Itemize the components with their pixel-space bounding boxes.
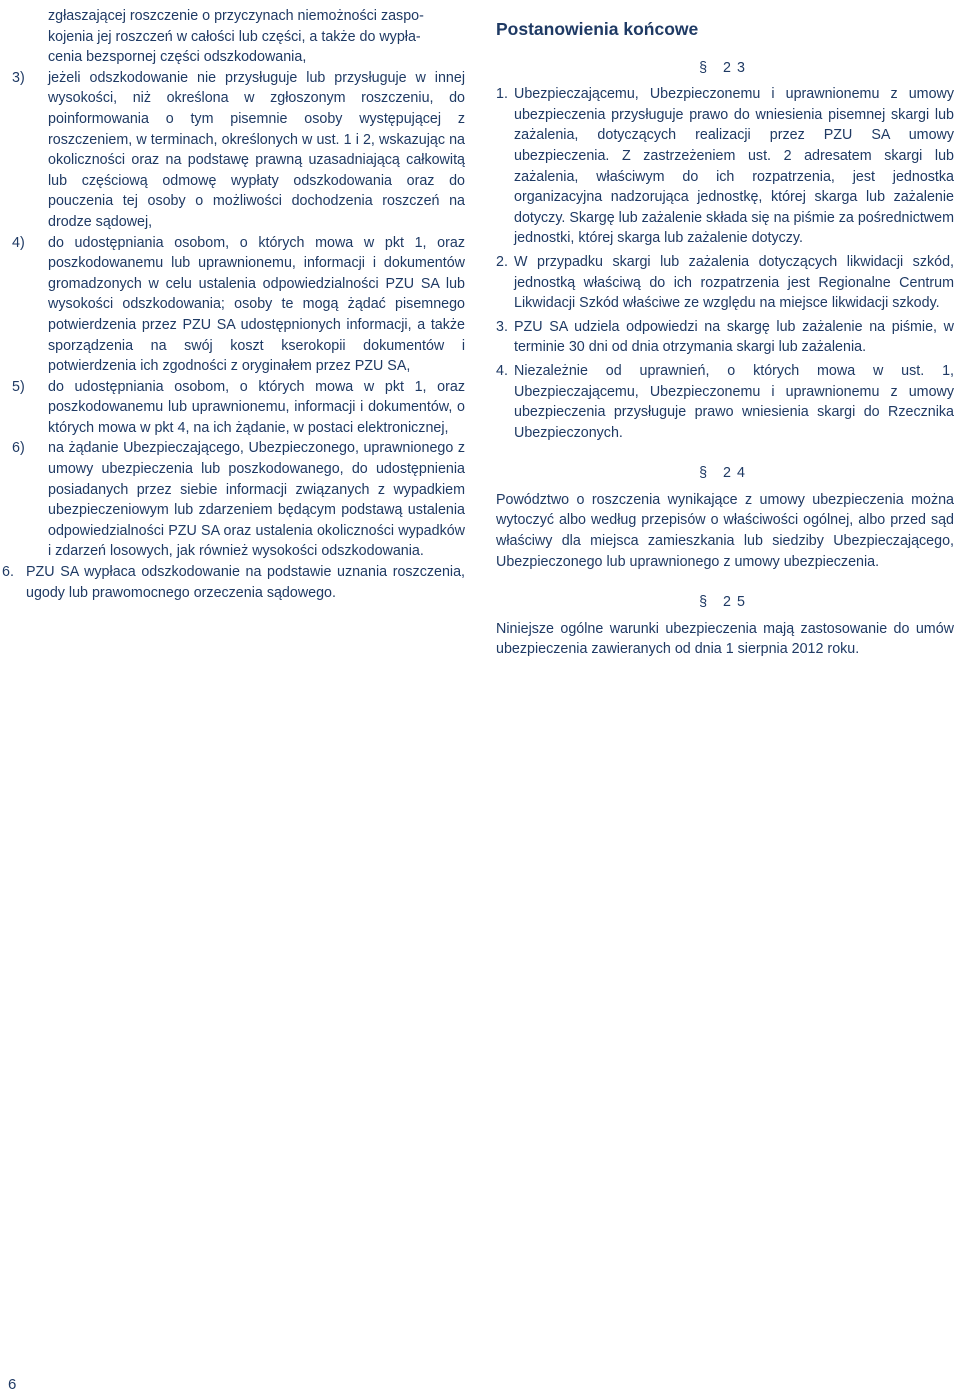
paragraph-mark-24: § 24 bbox=[699, 465, 751, 482]
clause-number: 2. bbox=[496, 253, 508, 270]
clause-number: 3. bbox=[496, 318, 508, 335]
item-number: 5) bbox=[12, 378, 25, 395]
clause-text: Ubezpieczającemu, Ubezpieczonemu i uprawnionemu z umowy ubezpieczenia przysługuje prawo do wniesienia pisemnej skargi lub zażalenia, dotyczących realizacji przez PZU SA umowy ubezpieczenia. Z zastrzeżeniem ust. 2 adresatem skargi lub zażalenia, właściwym do ich rozpatrzenia, jest jednostka organizacyjna nadzorująca jednostkę, której skarga lub zażalenie dotyczy. Skargę lub zażalenie składa się na piśmie za pośrednictwem jednostki, której skarga lub zażalenie dotyczy. bbox=[514, 86, 954, 247]
list-item-4 bbox=[12, 233, 465, 377]
clause-text: W przypadku skargi lub zażalenia dotyczących likwidacji szkód, jednostką właściwą do ich rozpatrzenia jest Regionalne Centrum Likwidacji Szkód właściwe ze względu na miejsce likwidacji szkody. bbox=[514, 253, 954, 312]
lead-line-1: zgłaszającej roszczenie o przyczynach niemożności zaspo- bbox=[48, 8, 424, 24]
clause-2 bbox=[496, 252, 954, 314]
clause-number: 4. bbox=[496, 362, 508, 379]
clause-text: PZU SA udziela odpowiedzi na skargę lub zażalenie na piśmie, w terminie 30 dni od dnia otrzymania skargi lub zażalenia. bbox=[514, 318, 954, 356]
clause-text: Niezależnie od uprawnień, o których mowa w ust. 1, Ubezpieczającemu, Ubezpieczonemu i uprawnionemu z umowy ubezpieczenia przysługuje prawo wniesienia skargi do Rzecznika Ubezpieczonych. bbox=[514, 362, 954, 441]
page-number: 6 bbox=[8, 1376, 17, 1393]
paragraph-mark-23: § 23 bbox=[699, 59, 751, 76]
paragraph-mark-25: § 25 bbox=[699, 594, 751, 611]
paragraph-6 bbox=[2, 562, 465, 603]
continued-text bbox=[12, 6, 465, 68]
item-number: 4) bbox=[12, 234, 25, 251]
paragraph-25-text: Niniejsze ogólne warunki ubezpieczenia mają zastosowanie do umów ubezpieczenia zawieranych od dnia 1 sierpnia 2012 roku. bbox=[496, 620, 954, 658]
item-text: PZU SA wypłaca odszkodowanie na podstawie uznania roszczenia, ugody lub prawomocnego orzeczenia sądowego. bbox=[26, 564, 465, 601]
right-column bbox=[496, 6, 954, 660]
lead-line-2: kojenia jej roszczeń w całości lub części, a także do wypła- bbox=[48, 28, 421, 45]
item-number: 6) bbox=[12, 440, 25, 457]
list-item-3 bbox=[12, 68, 465, 233]
lead-line-3: cenia bezspornej części odszkodowania, bbox=[48, 49, 307, 66]
list-item-5 bbox=[12, 377, 465, 439]
item-text: do udostępniania osobom, o których mowa w pkt 1, oraz poszkodowanemu lub uprawnionemu, informacji i dokumentów gromadzonych w celu ustalenia odpowiedzialności PZU SA lub wysokości odszkodowania; osoby te mogą żądać pisemnego potwierdzenia przez PZU SA udostępnionych informacji, a także sporządzenia na swój koszt kserokopii dokumentów i potwierdzenia ich zgodności z oryginałem przez PZU SA, bbox=[48, 234, 465, 375]
item-text: na żądanie Ubezpieczającego, Ubezpieczonego, uprawnionego z umowy ubezpieczenia lub poszkodowanego, do udostępnienia posiadanych przez siebie informacji związanych z wypadkiem ubezpieczeniowym lub zdarzeniem będącym podstawą ustalenia odpowiedzialności PZU SA oraz ustalenia okoliczności wypadków i zdarzeń losowych, jak również wysokości odszkodowania. bbox=[48, 440, 465, 560]
left-column bbox=[2, 6, 465, 603]
list-item-6 bbox=[12, 438, 465, 562]
clause-1 bbox=[496, 84, 954, 249]
clause-number: 1. bbox=[496, 86, 508, 103]
item-number: 6. bbox=[2, 564, 14, 581]
clause-3 bbox=[496, 317, 954, 358]
paragraph-24-text: Powództwo o roszczenia wynikające z umowy ubezpieczenia można wytoczyć albo według przepisów o właściwości ogólnej, albo przed sąd właściwy dla miejsca zamieszkania lub siedziby Ubezpieczającego, Ubezpieczonego lub uprawnionego z umowy ubezpieczenia. bbox=[496, 491, 954, 570]
item-text: do udostępniania osobom, o których mowa w pkt 1, oraz poszkodowanemu lub uprawnionemu, informacji i dokumentów, o których mowa w pkt 4, na ich żądanie, w postaci elektronicznej, bbox=[48, 378, 465, 436]
section-title: Postanowienia końcowe bbox=[496, 19, 699, 39]
item-number: 3) bbox=[12, 69, 25, 86]
clause-4 bbox=[496, 361, 954, 443]
item-text: jeżeli odszkodowanie nie przysługuje lub przysługuje w innej wysokości, niż określona w zgłoszonym roszczeniu, do poinformowania o tym pisemnie osoby występującej z roszczeniem, w terminach, określonych w ust. 1 i 2, wskazując na okoliczności oraz na podstawę prawną uzasadniającą całkowitą lub częściową odmowę wypłaty odszkodowania oraz do pouczenia tej osoby o możliwości dochodzenia roszczeń na drodze sądowej, bbox=[48, 69, 465, 230]
